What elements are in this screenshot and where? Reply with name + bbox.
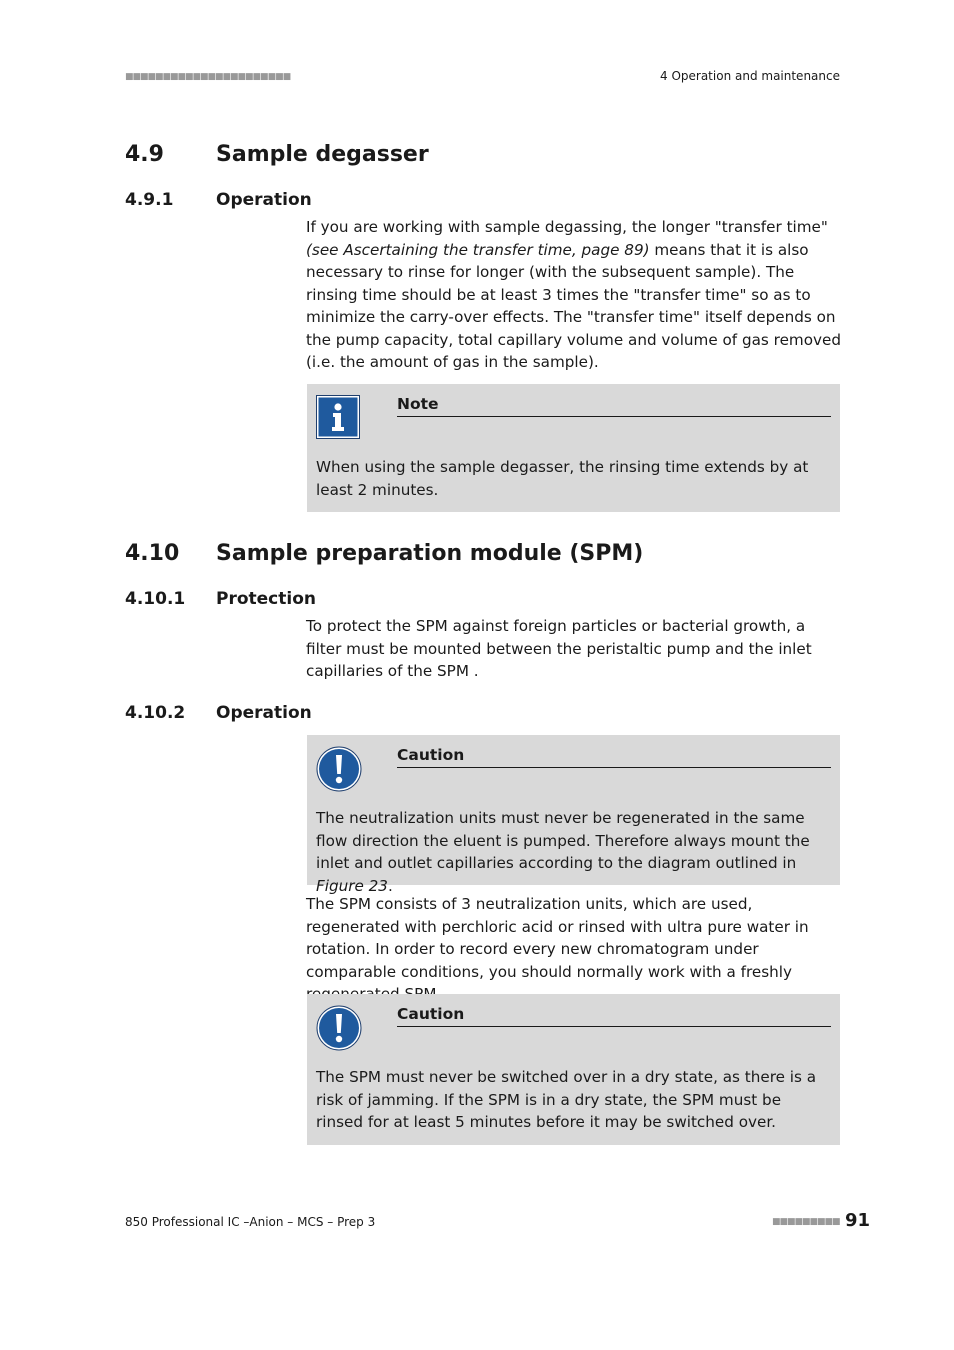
caution-title: Caution [397, 745, 831, 768]
paragraph-text: means that it is also necessary to rinse for longer (with the subsequent sample). The rinsing time should be at least 3 times the "transfer time" so as to minimize the carry-over effects. The "transfer time" itself depends on the pump capacity, total capillary volume and volume of gas removed (i.e. the amount of gas in the sample). [306, 240, 841, 371]
page-number: 91 [845, 1210, 871, 1231]
note-text: When using the sample degasser, the rinsing time extends by at least 2 minutes. [316, 458, 809, 499]
caution-box [307, 735, 840, 895]
document-title: 850 Professional IC –Anion – MCS – Prep 3 [125, 1215, 376, 1229]
protection-paragraph: To protect the SPM against foreign particles or bacterial growth, a filter must be mounted between the peristaltic pump and the inlet capillaries of the SPM . [306, 617, 812, 680]
note-title: Note [397, 394, 831, 417]
subsection-title: Protection [216, 589, 316, 609]
note-box [307, 384, 840, 512]
section-heading-4-10 [125, 540, 825, 568]
subsection-heading-4-10-1 [125, 588, 825, 610]
caution-text: The SPM must never be switched over in a dry state, as there is a risk of jamming. If the SPM is in a dry state, the SPM must be rinsed for at least 5 minutes before it may be switched over. [316, 1068, 817, 1131]
cross-reference-link[interactable]: (see Ascertaining the transfer time, page 89) [306, 240, 650, 259]
subsection-title: Operation [216, 703, 312, 723]
exclamation-icon [316, 1005, 360, 1049]
caution-text-part: The neutralization units must never be regenerated in the same flow direction the eluent is pumped. Therefore always mount the inlet and outlet capillaries according to the diagram outlined in [316, 809, 810, 872]
exclamation-icon [316, 746, 360, 790]
header-decoration: ■■■■■■■■■■■■■■■■■■■■■■ [125, 72, 291, 82]
caution-text [316, 807, 831, 897]
subsection-title: Operation [216, 190, 312, 210]
subsection-number: 4.10.2 [125, 703, 186, 723]
section-number: 4.10 [125, 541, 180, 566]
figure-reference-link[interactable]: Figure 23 [316, 876, 388, 895]
caution-text-part: . [387, 876, 393, 895]
section-number: 4.9 [125, 142, 164, 167]
footer-decoration: ■■■■■■■■■ [772, 1217, 840, 1227]
caution-box [307, 994, 840, 1145]
paragraph-text: If you are working with sample degassing, the longer "transfer time" [306, 218, 828, 236]
section-heading-4-9 [125, 141, 825, 169]
info-icon [316, 395, 360, 439]
section-title: Sample preparation module (SPM) [216, 541, 644, 566]
spm-operation-paragraph: The SPM consists of 3 neutralization units, which are used, regenerated with perchloric acid or rinsed with ultra pure water in rotation. In order to record every new chromatogram under comparable conditions, you should normally work with a freshly [306, 895, 809, 981]
subsection-number: 4.9.1 [125, 190, 174, 210]
chapter-title: 4 Operation and maintenance [660, 69, 840, 83]
subsection-heading-4-9-1 [125, 189, 825, 211]
subsection-heading-4-10-2 [125, 702, 825, 724]
degasser-paragraph [306, 216, 842, 374]
subsection-number: 4.10.1 [125, 589, 186, 609]
section-title: Sample degasser [216, 142, 429, 167]
caution-title: Caution [397, 1004, 831, 1027]
